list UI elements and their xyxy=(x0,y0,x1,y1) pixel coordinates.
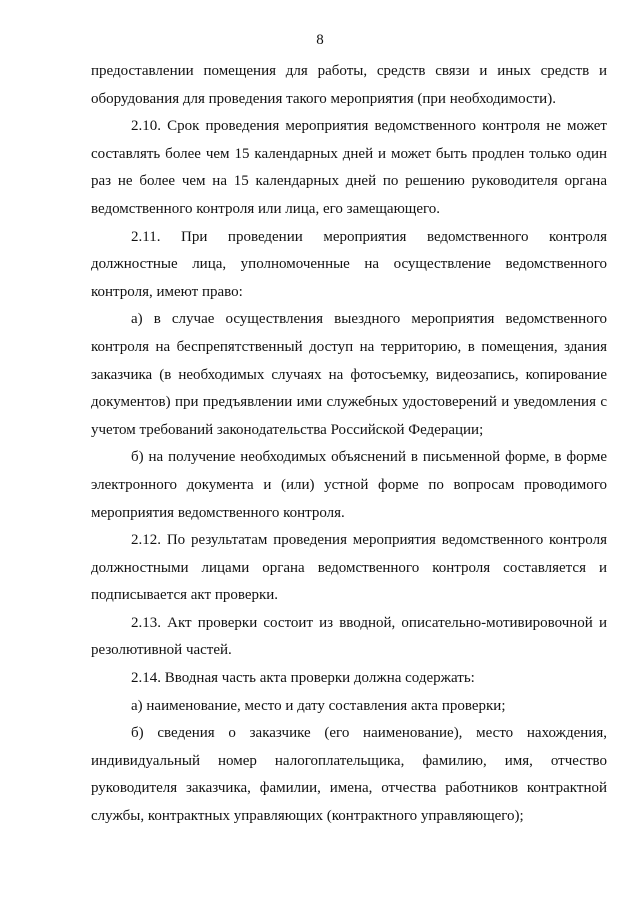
page-number: 8 xyxy=(316,32,324,48)
paragraph-2-12: 2.12. По результатам проведения мероприятия ведомственного контроля должностными лицами органа ведомственного контроля составляется и подписывается акт проверки. xyxy=(91,532,607,604)
paragraph-2-14-b: б) сведения о заказчике (его наименование), место нахождения, индивидуальный номер налогоплательщика, фамилию, имя, отчество руководителя заказчика, фамилии, имена, отчества работников контрактной службы, контрактных управляющих (контрактного управляющего); xyxy=(91,725,607,825)
paragraph-2-14-a: а) наименование, место и дату составления акта проверки; xyxy=(131,697,506,714)
paragraph-2-11-a: а) в случае осуществления выездного мероприятия ведомственного контроля на беспрепятственный доступ на территорию, в помещения, здания заказчика (в необходимых случаях на фотосъемку, видеозапись, копирование документов) при предъявлении ими служебных удостоверений и уведомления с учетом требований законодательства Российской Федерации; xyxy=(91,311,607,438)
paragraph-continuation: предоставлении помещения для работы, средств связи и иных средств и оборудования для проведения такого мероприятия (при необходимости). xyxy=(91,63,607,107)
paragraph-2-11: 2.11. При проведении мероприятия ведомственного контроля должностные лица, уполномоченные на осуществление ведомственного контроля, имеют право: xyxy=(91,228,607,300)
paragraph-2-10: 2.10. Срок проведения мероприятия ведомственного контроля не может составлять более чем 15 календарных дней и может быть продлен только один раз не более чем на 15 календарных дней по решению руководителя органа ведомственного контроля или лица, его замещающего. xyxy=(91,118,607,217)
paragraph-2-13: 2.13. Акт проверки состоит из вводной, описательно-мотивировочной и резолютивной частей. xyxy=(91,614,607,659)
paragraph-2-14: 2.14. Вводная часть акта проверки должна содержать: xyxy=(131,670,475,687)
paragraph-2-11-b: б) на получение необходимых объяснений в письменной форме, в форме электронного документа и (или) устной форме по вопросам проводимого мероприятия ведомственного контроля. xyxy=(91,449,607,521)
document-body xyxy=(91,58,607,831)
